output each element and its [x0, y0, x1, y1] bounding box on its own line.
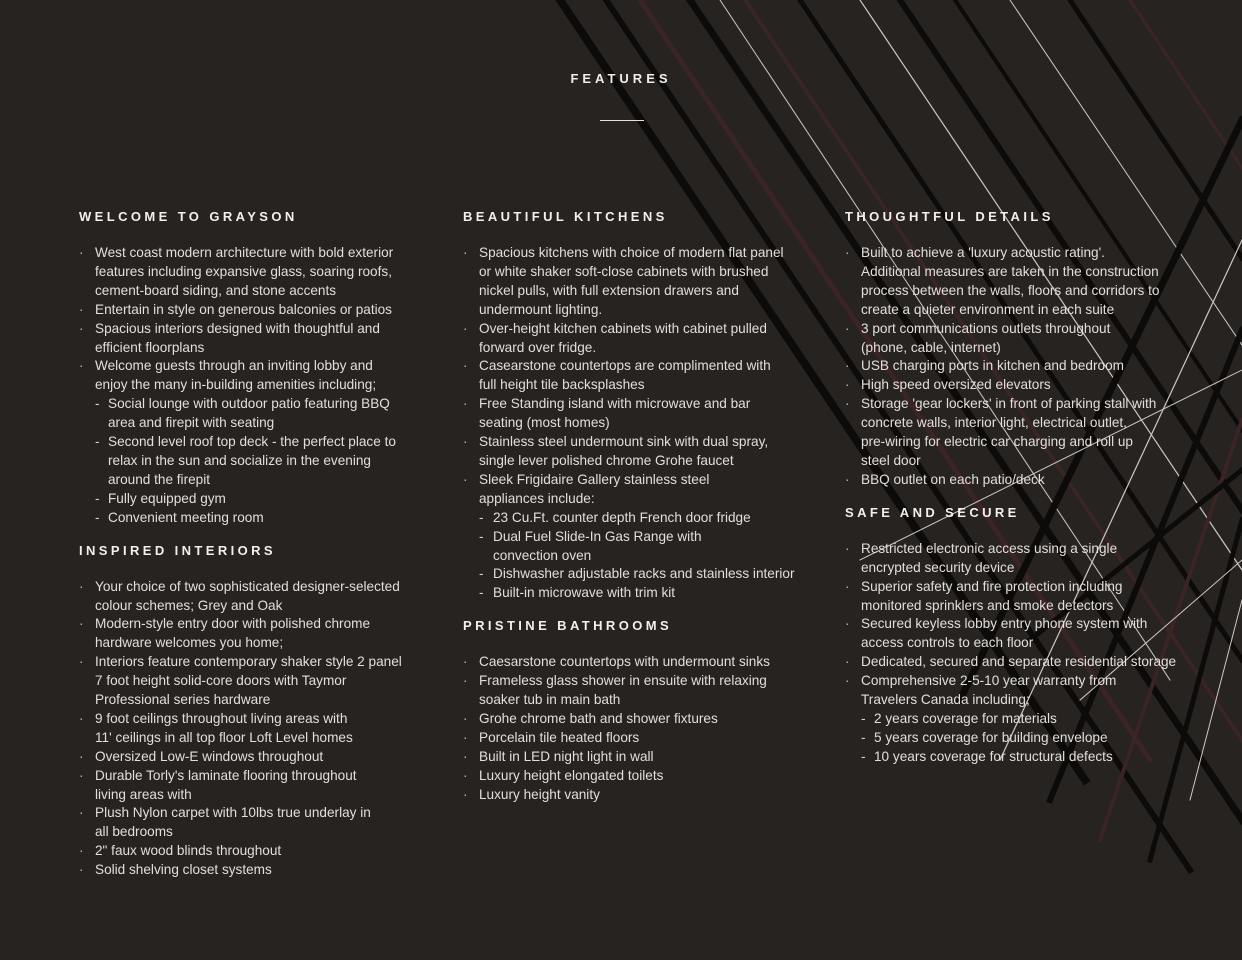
feature-item: · Durable Torly's laminate flooring throughout living areas with: [79, 767, 444, 805]
feature-item: · Dedicated, secured and separate residential storage: [845, 653, 1215, 672]
feature-item: · Interiors feature contemporary shaker style 2 panel 7 foot height solid-core doors with Taymor Professional series hardware: [79, 653, 444, 710]
feature-item: · USB charging ports in kitchen and bedroom: [845, 357, 1215, 376]
feature-item: · Luxury height elongated toilets: [463, 767, 828, 786]
section-heading: PRISTINE BATHROOMS: [463, 618, 673, 634]
feature-subitem: - 2 years coverage for materials: [845, 710, 1215, 729]
title-divider: [600, 120, 644, 121]
section-heading: INSPIRED INTERIORS: [79, 542, 276, 558]
section-thoughtful-details: [845, 210, 1215, 490]
feature-item: · Plush Nylon carpet with 10lbs true underlay in all bedrooms: [79, 804, 444, 842]
section-heading: WELCOME TO GRAYSON: [79, 209, 298, 224]
feature-subitem: - Social lounge with outdoor patio featuring BBQ area and firepit with seating: [79, 395, 444, 433]
column-welcome-interiors: [79, 210, 444, 880]
feature-item: · Spacious kitchens with choice of modern flat panel or white shaker soft-close cabinets with brushed nickel pulls, with full extension drawers and undermount lighting.: [463, 244, 828, 320]
section-bathrooms: [463, 619, 828, 804]
feature-item: · Built to achieve a 'luxury acoustic rating'. Additional measures are taken in the construction process between the walls, floors and corridors to create a quieter environment in each suite: [845, 244, 1215, 320]
feature-list: [845, 244, 1215, 490]
page-title: FEATURES: [570, 71, 672, 86]
feature-list: [845, 540, 1215, 710]
feature-subitem: - Dual Fuel Slide-In Gas Range with convection oven: [463, 528, 828, 566]
feature-item: · Modern-style entry door with polished chrome hardware welcomes you home;: [79, 615, 444, 653]
feature-list: [79, 244, 444, 395]
section-inspired-interiors: [79, 544, 444, 881]
feature-item: · Over-height kitchen cabinets with cabinet pulled forward over fridge.: [463, 320, 828, 358]
feature-subitem: - Dishwasher adjustable racks and stainless interior: [463, 565, 828, 584]
column-details-security: [845, 210, 1215, 767]
column-kitchens-bathrooms: [463, 210, 828, 804]
feature-list: [463, 244, 828, 509]
feature-item: · West coast modern architecture with bold exterior features including expansive glass, soaring roofs, cement-board siding, and stone accents: [79, 244, 444, 301]
feature-subitem: - 5 years coverage for building envelope: [845, 729, 1215, 748]
feature-item: · 3 port communications outlets throughout (phone, cable, internet): [845, 320, 1215, 358]
feature-item: · Your choice of two sophisticated designer-selected colour schemes; Grey and Oak: [79, 578, 444, 616]
feature-item: · Grohe chrome bath and shower fixtures: [463, 710, 828, 729]
feature-subitem: - Convenient meeting room: [79, 509, 444, 528]
feature-item: · 2" faux wood blinds throughout: [79, 842, 444, 861]
feature-item: · Oversized Low-E windows throughout: [79, 748, 444, 767]
warranty-sublist: [845, 710, 1215, 767]
feature-subitem: - 10 years coverage for structural defects: [845, 748, 1215, 767]
feature-item: · Sleek Frigidaire Gallery stainless steel appliances include:: [463, 471, 828, 509]
feature-item: · Caesarstone countertops with undermount sinks: [463, 653, 828, 672]
feature-item: · BBQ outlet on each patio/deck: [845, 471, 1215, 490]
section-safe-secure: [845, 506, 1215, 767]
feature-item: · Solid shelving closet systems: [79, 861, 444, 880]
feature-list: [463, 653, 828, 804]
section-kitchens: [463, 210, 828, 603]
feature-item: · Free Standing island with microwave and bar seating (most homes): [463, 395, 828, 433]
feature-item: · Built in LED night light in wall: [463, 748, 828, 767]
section-heading: BEAUTIFUL KITCHENS: [463, 209, 668, 224]
feature-subitem: - Second level roof top deck - the perfect place to relax in the sun and socialize in the evening around the firepit: [79, 433, 444, 490]
section-welcome: [79, 210, 444, 528]
appliance-sublist: [463, 509, 828, 604]
section-heading: THOUGHTFUL DETAILS: [845, 209, 1054, 224]
feature-subitem: - Fully equipped gym: [79, 490, 444, 509]
feature-item: · Welcome guests through an inviting lobby and enjoy the many in-building amenities including;: [79, 357, 444, 395]
feature-item: · Casearstone countertops are complimented with full height tile backsplashes: [463, 357, 828, 395]
feature-item: · Entertain in style on generous balconies or patios: [79, 301, 444, 320]
feature-item: · Superior safety and fire protection including monitored sprinklers and smoke detectors: [845, 578, 1215, 616]
feature-item: · Comprehensive 2-5-10 year warranty from Travelers Canada including;: [845, 672, 1215, 710]
feature-item: · High speed oversized elevators: [845, 376, 1215, 395]
feature-item: · Storage 'gear lockers' in front of parking stall with concrete walls, interior light, electrical outlet, pre-wiring for electric car charging and roll up steel door: [845, 395, 1215, 471]
feature-item: · Luxury height vanity: [463, 786, 828, 805]
feature-subitem: - Built-in microwave with trim kit: [463, 584, 828, 603]
feature-item: · Frameless glass shower in ensuite with relaxing soaker tub in main bath: [463, 672, 828, 710]
feature-item: · 9 foot ceilings throughout living areas with 11' ceilings in all top floor Loft Level homes: [79, 710, 444, 748]
feature-item: · Restricted electronic access using a single encrypted security device: [845, 540, 1215, 578]
feature-subitem: - 23 Cu.Ft. counter depth French door fridge: [463, 509, 828, 528]
feature-item: · Porcelain tile heated floors: [463, 729, 828, 748]
feature-item: · Stainless steel undermount sink with dual spray, single lever polished chrome Grohe faucet: [463, 433, 828, 471]
feature-item: · Spacious interiors designed with thoughtful and efficient floorplans: [79, 320, 444, 358]
feature-item: · Secured keyless lobby entry phone system with access controls to each floor: [845, 615, 1215, 653]
amenity-sublist: [79, 395, 444, 527]
feature-list: [79, 578, 444, 881]
section-heading: SAFE AND SECURE: [845, 504, 1020, 520]
